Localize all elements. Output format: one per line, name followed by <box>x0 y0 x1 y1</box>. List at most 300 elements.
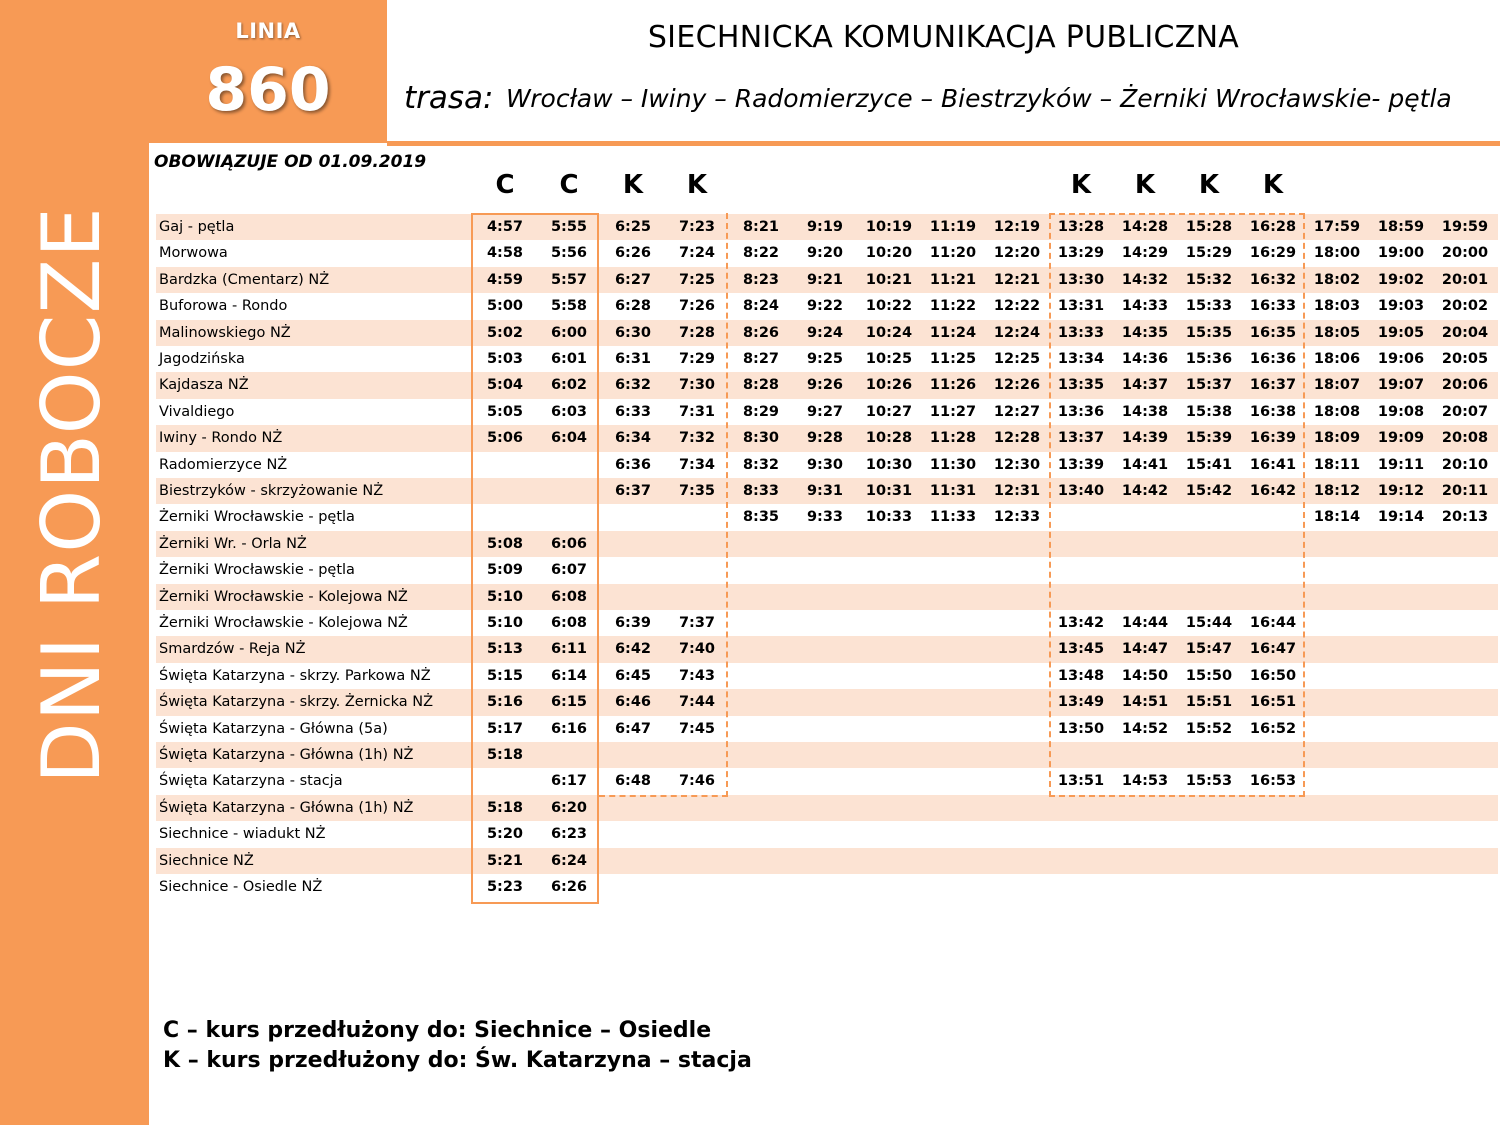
departure-time: 9:19 <box>806 219 844 235</box>
departure-time: 13:50 <box>1057 720 1105 737</box>
departure-time: 6:39 <box>614 615 652 631</box>
departure-time: 5:18 <box>486 747 524 763</box>
departure-time: 6:03 <box>550 403 588 420</box>
route-label: trasa: <box>404 80 494 116</box>
departure-time: 16:44 <box>1249 615 1297 631</box>
departure-time: 6:08 <box>550 588 588 605</box>
legend-c: C – kurs przedłużony do: Siechnice – Osiedle <box>163 1018 712 1043</box>
departure-time: 16:42 <box>1249 483 1297 499</box>
departure-time: 6:27 <box>614 271 652 288</box>
departure-time: 16:37 <box>1249 377 1297 394</box>
departure-time: 5:05 <box>486 403 524 420</box>
departure-time: 13:40 <box>1057 483 1105 499</box>
timetable-row <box>156 504 1498 530</box>
departure-time: 20:06 <box>1441 377 1489 394</box>
departure-time: 16:51 <box>1249 694 1297 711</box>
departure-time: 20:11 <box>1441 483 1489 499</box>
departure-time: 6:42 <box>614 641 652 658</box>
departure-time: 6:08 <box>550 615 588 631</box>
departure-time: 16:32 <box>1249 271 1297 288</box>
departure-time: 5:15 <box>486 667 524 684</box>
stop-name: Święta Katarzyna - Główna (1h) NŻ <box>159 799 414 816</box>
departure-time: 5:57 <box>550 271 588 288</box>
departure-time: 16:50 <box>1249 667 1297 684</box>
departure-time: 14:33 <box>1121 298 1169 315</box>
departure-time: 14:50 <box>1121 667 1169 684</box>
stop-name: Biestrzyków - skrzyżowanie NŻ <box>159 483 384 499</box>
departure-time: 5:04 <box>486 377 524 394</box>
departure-time: 8:23 <box>742 271 780 288</box>
departure-time: 13:37 <box>1057 430 1105 447</box>
departure-time: 5:21 <box>486 852 524 869</box>
departure-time: 8:28 <box>742 377 780 394</box>
departure-time: 7:26 <box>678 298 716 315</box>
timetable-row <box>156 346 1498 372</box>
departure-time: 11:31 <box>929 483 977 499</box>
course-marker: K <box>1262 170 1284 200</box>
departure-time: 10:26 <box>865 377 913 394</box>
course-marker: K <box>1134 170 1156 200</box>
timetable-row <box>156 557 1498 583</box>
departure-time: 9:24 <box>806 324 844 341</box>
departure-time: 10:25 <box>865 351 913 367</box>
departure-time: 5:13 <box>486 641 524 658</box>
departure-time: 9:21 <box>806 271 844 288</box>
departure-time: 6:31 <box>614 351 652 367</box>
departure-time: 6:16 <box>550 720 588 737</box>
legend-k: K – kurs przedłużony do: Św. Katarzyna – stacja <box>163 1048 752 1073</box>
timetable-row <box>156 742 1498 768</box>
departure-time: 11:21 <box>929 271 977 288</box>
departure-time: 13:48 <box>1057 667 1105 684</box>
departure-time: 13:36 <box>1057 403 1105 420</box>
timetable-row <box>156 531 1498 557</box>
departure-time: 11:33 <box>929 509 977 526</box>
stop-name: Siechnice - Osiedle NŻ <box>159 879 323 895</box>
departure-time: 17:59 <box>1313 219 1361 235</box>
departure-time: 14:28 <box>1121 219 1169 235</box>
departure-time: 19:05 <box>1377 324 1425 341</box>
departure-time: 6:07 <box>550 562 588 579</box>
departure-time: 4:57 <box>486 219 524 235</box>
timetable-row <box>156 267 1498 293</box>
stop-name: Smardzów - Reja NŻ <box>159 641 306 658</box>
departure-time: 12:27 <box>993 403 1041 420</box>
departure-time: 13:49 <box>1057 694 1105 711</box>
stop-name: Jagodzińska <box>159 351 245 367</box>
departure-time: 13:33 <box>1057 324 1105 341</box>
departure-time: 12:26 <box>993 377 1041 394</box>
departure-time: 6:45 <box>614 667 652 684</box>
timetable-row <box>156 874 1498 900</box>
timetable-row <box>156 584 1498 610</box>
departure-time: 14:44 <box>1121 615 1169 631</box>
departure-time: 7:45 <box>678 720 716 737</box>
departure-time: 9:25 <box>806 351 844 367</box>
departure-time: 11:22 <box>929 298 977 315</box>
stop-name: Żerniki Wrocławskie - pętla <box>159 562 355 579</box>
departure-time: 8:30 <box>742 430 780 447</box>
line-number: 860 <box>205 55 331 125</box>
departure-time: 8:35 <box>742 509 780 526</box>
timetable-row <box>156 636 1498 662</box>
timetable-row <box>156 795 1498 821</box>
departure-time: 5:55 <box>550 219 588 235</box>
departure-time: 8:32 <box>742 456 780 473</box>
departure-time: 9:26 <box>806 377 844 394</box>
departure-time: 5:17 <box>486 720 524 737</box>
stop-name: Radomierzyce NŻ <box>159 456 288 473</box>
departure-time: 15:36 <box>1185 351 1233 367</box>
departure-time: 14:32 <box>1121 271 1169 288</box>
departure-time: 6:26 <box>614 245 652 262</box>
departure-time: 10:20 <box>865 245 913 262</box>
departure-time: 13:45 <box>1057 641 1105 658</box>
departure-time: 10:33 <box>865 509 913 526</box>
departure-time: 5:20 <box>486 826 524 843</box>
departure-time: 7:34 <box>678 456 716 473</box>
departure-time: 6:02 <box>550 377 588 394</box>
departure-time: 6:15 <box>550 694 588 711</box>
departure-time: 11:19 <box>929 219 977 235</box>
departure-time: 18:06 <box>1313 351 1361 367</box>
departure-time: 19:03 <box>1377 298 1425 315</box>
departure-time: 8:24 <box>742 298 780 315</box>
departure-time: 13:28 <box>1057 219 1105 235</box>
stop-name: Buforowa - Rondo <box>159 298 288 315</box>
departure-time: 10:19 <box>865 219 913 235</box>
departure-time: 5:06 <box>486 430 524 447</box>
stop-name: Święta Katarzyna - skrzy. Parkowa NŻ <box>159 667 431 684</box>
departure-time: 6:11 <box>550 641 588 658</box>
departure-time: 11:30 <box>929 456 977 473</box>
departure-time: 12:30 <box>993 456 1041 473</box>
departure-time: 6:17 <box>550 773 588 790</box>
timetable-row <box>156 478 1498 504</box>
departure-time: 15:32 <box>1185 271 1233 288</box>
departure-time: 16:52 <box>1249 720 1297 737</box>
departure-time: 14:29 <box>1121 245 1169 262</box>
departure-time: 18:07 <box>1313 377 1361 394</box>
stop-name: Bardzka (Cmentarz) NŻ <box>159 271 330 288</box>
departure-time: 13:30 <box>1057 271 1105 288</box>
departure-time: 7:28 <box>678 324 716 341</box>
stop-name: Morwowa <box>159 245 228 262</box>
departure-time: 10:21 <box>865 271 913 288</box>
departure-time: 5:23 <box>486 879 524 895</box>
departure-time: 11:27 <box>929 403 977 420</box>
timetable-row <box>156 821 1498 847</box>
departure-time: 19:02 <box>1377 271 1425 288</box>
departure-time: 7:43 <box>678 667 716 684</box>
departure-time: 6:28 <box>614 298 652 315</box>
departure-time: 16:38 <box>1249 403 1297 420</box>
departure-time: 19:00 <box>1377 245 1425 262</box>
departure-time: 6:26 <box>550 879 588 895</box>
departure-time: 14:38 <box>1121 403 1169 420</box>
departure-time: 5:56 <box>550 245 588 262</box>
departure-time: 13:42 <box>1057 615 1105 631</box>
departure-time: 19:09 <box>1377 430 1425 447</box>
departure-time: 7:24 <box>678 245 716 262</box>
departure-time: 15:41 <box>1185 456 1233 473</box>
valid-from-date: OBOWIĄZUJE OD 01.09.2019 <box>154 152 427 172</box>
departure-time: 5:58 <box>550 298 588 315</box>
departure-time: 14:53 <box>1121 773 1169 790</box>
header-divider <box>387 141 1500 146</box>
departure-time: 9:28 <box>806 430 844 447</box>
departure-time: 11:28 <box>929 430 977 447</box>
departure-time: 13:31 <box>1057 298 1105 315</box>
stop-name: Żerniki Wrocławskie - Kolejowa NŻ <box>159 588 408 605</box>
departure-time: 16:47 <box>1249 641 1297 658</box>
departure-time: 14:51 <box>1121 694 1169 711</box>
departure-time: 15:39 <box>1185 430 1233 447</box>
departure-time: 6:06 <box>550 535 588 552</box>
departure-time: 14:39 <box>1121 430 1169 447</box>
departure-time: 14:35 <box>1121 324 1169 341</box>
departure-time: 18:08 <box>1313 403 1361 420</box>
course-marker: K <box>1198 170 1220 200</box>
departure-time: 12:25 <box>993 351 1041 367</box>
departure-time: 5:03 <box>486 351 524 367</box>
departure-time: 16:29 <box>1249 245 1297 262</box>
departure-time: 15:51 <box>1185 694 1233 711</box>
departure-time: 18:05 <box>1313 324 1361 341</box>
timetable-row <box>156 214 1498 240</box>
departure-time: 14:52 <box>1121 720 1169 737</box>
timetable-row <box>156 663 1498 689</box>
departure-time: 6:37 <box>614 483 652 499</box>
stop-name: Siechnice NŻ <box>159 852 254 869</box>
departure-time: 19:12 <box>1377 483 1425 499</box>
departure-time: 6:25 <box>614 219 652 235</box>
departure-time: 16:41 <box>1249 456 1297 473</box>
stop-name: Święta Katarzyna - stacja <box>159 773 343 790</box>
stop-name: Święta Katarzyna - skrzy. Żernicka NŻ <box>159 694 434 711</box>
departure-time: 16:36 <box>1249 351 1297 367</box>
departure-time: 10:22 <box>865 298 913 315</box>
stop-name: Żerniki Wr. - Orla NŻ <box>159 535 307 552</box>
departure-time: 15:42 <box>1185 483 1233 499</box>
stop-name: Żerniki Wrocławskie - pętla <box>159 509 355 526</box>
departure-time: 9:30 <box>806 456 844 473</box>
departure-time: 19:08 <box>1377 403 1425 420</box>
departure-time: 14:36 <box>1121 351 1169 367</box>
route-description: Wrocław – Iwiny – Radomierzyce – Biestrzyków – Żerniki Wrocławskie- pętla <box>506 84 1452 113</box>
departure-time: 6:47 <box>614 720 652 737</box>
stop-name: Święta Katarzyna - Główna (1h) NŻ <box>159 747 414 763</box>
timetable-row <box>156 240 1498 266</box>
timetable-row <box>156 768 1498 794</box>
departure-time: 14:42 <box>1121 483 1169 499</box>
stop-name: Święta Katarzyna - Główna (5a) <box>159 720 388 737</box>
company-name: SIECHNICKA KOMUNIKACJA PUBLICZNA <box>647 20 1240 55</box>
departure-time: 16:53 <box>1249 773 1297 790</box>
departure-time: 20:00 <box>1441 245 1489 262</box>
stop-name: Vivaldiego <box>159 403 235 420</box>
departure-time: 12:20 <box>993 245 1041 262</box>
departure-time: 18:12 <box>1313 483 1361 499</box>
departure-time: 5:16 <box>486 694 524 711</box>
departure-time: 5:00 <box>486 298 524 315</box>
departure-time: 13:39 <box>1057 456 1105 473</box>
departure-time: 16:28 <box>1249 219 1297 235</box>
stop-name: Gaj - pętla <box>159 219 235 235</box>
departure-time: 7:40 <box>678 641 716 658</box>
departure-time: 19:11 <box>1377 456 1425 473</box>
departure-time: 12:21 <box>993 271 1041 288</box>
departure-time: 18:14 <box>1313 509 1361 526</box>
departure-time: 7:23 <box>678 219 716 235</box>
departure-time: 8:33 <box>742 483 780 499</box>
departure-time: 20:10 <box>1441 456 1489 473</box>
departure-time: 13:29 <box>1057 245 1105 262</box>
departure-time: 7:46 <box>678 773 716 790</box>
departure-time: 15:29 <box>1185 245 1233 262</box>
departure-time: 6:24 <box>550 852 588 869</box>
course-marker: C <box>559 170 579 200</box>
timetable-row <box>156 320 1498 346</box>
departure-time: 5:10 <box>486 588 524 605</box>
departure-time: 7:31 <box>678 403 716 420</box>
departure-time: 15:35 <box>1185 324 1233 341</box>
timetable-row <box>156 689 1498 715</box>
departure-time: 9:22 <box>806 298 844 315</box>
departure-time: 20:04 <box>1441 324 1489 341</box>
departure-time: 11:26 <box>929 377 977 394</box>
departure-time: 11:20 <box>929 245 977 262</box>
legend <box>163 1016 752 1076</box>
line-label: LINIA <box>235 19 301 43</box>
timetable-row <box>156 425 1498 451</box>
timetable-row <box>156 372 1498 398</box>
departure-time: 5:09 <box>486 562 524 579</box>
departure-time: 8:29 <box>742 403 780 420</box>
departure-time: 15:33 <box>1185 298 1233 315</box>
departure-time: 10:28 <box>865 430 913 447</box>
stop-name: Malinowskiego NŻ <box>159 324 291 341</box>
departure-time: 7:29 <box>678 351 716 367</box>
departure-time: 14:47 <box>1121 641 1169 658</box>
departure-time: 11:25 <box>929 351 977 367</box>
departure-time: 5:18 <box>486 799 524 816</box>
departure-time: 8:27 <box>742 351 780 367</box>
departure-time: 14:41 <box>1121 456 1169 473</box>
day-type-title: DNI ROBOCZE <box>25 206 118 784</box>
departure-time: 16:35 <box>1249 324 1297 341</box>
timetable-row <box>156 293 1498 319</box>
timetable-row <box>156 399 1498 425</box>
departure-time: 18:02 <box>1313 271 1361 288</box>
departure-time: 15:50 <box>1185 667 1233 684</box>
departure-time: 20:05 <box>1441 351 1489 367</box>
departure-time: 7:35 <box>678 483 716 499</box>
departure-time: 19:14 <box>1377 509 1425 526</box>
departure-time: 9:27 <box>806 403 844 420</box>
departure-time: 12:22 <box>993 298 1041 315</box>
departure-time: 6:48 <box>614 773 652 790</box>
departure-time: 18:00 <box>1313 245 1361 262</box>
departure-time: 6:04 <box>550 430 588 447</box>
departure-time: 5:08 <box>486 535 524 552</box>
departure-time: 8:22 <box>742 245 780 262</box>
departure-time: 7:25 <box>678 271 716 288</box>
departure-time: 9:20 <box>806 245 844 262</box>
departure-time: 6:20 <box>550 799 588 816</box>
departure-time: 12:28 <box>993 430 1041 447</box>
departure-time: 19:06 <box>1377 351 1425 367</box>
departure-time: 13:35 <box>1057 377 1105 394</box>
departure-time: 10:31 <box>865 483 913 499</box>
departure-time: 6:00 <box>550 324 588 341</box>
departure-time: 4:59 <box>486 271 524 288</box>
departure-time: 16:33 <box>1249 298 1297 315</box>
departure-time: 8:21 <box>742 219 780 235</box>
departure-time: 12:31 <box>993 483 1041 499</box>
departure-time: 6:32 <box>614 377 652 394</box>
departure-time: 15:52 <box>1185 720 1233 737</box>
departure-time: 6:46 <box>614 694 652 711</box>
departure-time: 6:36 <box>614 456 652 473</box>
departure-time: 20:08 <box>1441 430 1489 447</box>
timetable-row <box>156 452 1498 478</box>
departure-time: 6:23 <box>550 826 588 843</box>
course-marker: K <box>686 170 708 200</box>
departure-time: 9:33 <box>806 509 844 526</box>
departure-time: 15:38 <box>1185 403 1233 420</box>
departure-time: 6:30 <box>614 324 652 341</box>
departure-time: 6:14 <box>550 667 588 684</box>
departure-time: 6:01 <box>550 351 588 367</box>
departure-time: 5:02 <box>486 324 524 341</box>
departure-time: 12:33 <box>993 509 1041 526</box>
departure-time: 6:34 <box>614 430 652 447</box>
course-marker: C <box>495 170 515 200</box>
departure-time: 18:03 <box>1313 298 1361 315</box>
departure-time: 18:11 <box>1313 456 1361 473</box>
departure-time: 20:13 <box>1441 509 1489 526</box>
stop-name: Żerniki Wrocławskie - Kolejowa NŻ <box>159 615 408 631</box>
departure-time: 7:30 <box>678 377 716 394</box>
stop-name: Kajdasza NŻ <box>159 377 249 394</box>
course-marker: K <box>1070 170 1092 200</box>
departure-time: 6:33 <box>614 403 652 420</box>
stop-name: Iwiny - Rondo NŻ <box>159 430 283 447</box>
departure-time: 20:02 <box>1441 298 1489 315</box>
departure-time: 18:09 <box>1313 430 1361 447</box>
departure-time: 13:34 <box>1057 351 1105 367</box>
departure-time: 10:27 <box>865 403 913 420</box>
departure-time: 12:19 <box>993 219 1041 235</box>
departure-time: 15:37 <box>1185 377 1233 394</box>
departure-time: 16:39 <box>1249 430 1297 447</box>
departure-time: 8:26 <box>742 324 780 341</box>
departure-time: 10:24 <box>865 324 913 341</box>
departure-time: 4:58 <box>486 245 524 262</box>
departure-time: 12:24 <box>993 324 1041 341</box>
departure-time: 7:44 <box>678 694 716 711</box>
departure-time: 5:10 <box>486 615 524 631</box>
departure-time: 20:07 <box>1441 403 1489 420</box>
departure-time: 10:30 <box>865 456 913 473</box>
departure-time: 15:47 <box>1185 641 1233 658</box>
departure-time: 14:37 <box>1121 377 1169 394</box>
departure-time: 9:31 <box>806 483 844 499</box>
departure-time: 15:28 <box>1185 219 1233 235</box>
departure-time: 19:07 <box>1377 377 1425 394</box>
timetable-row <box>156 610 1498 636</box>
